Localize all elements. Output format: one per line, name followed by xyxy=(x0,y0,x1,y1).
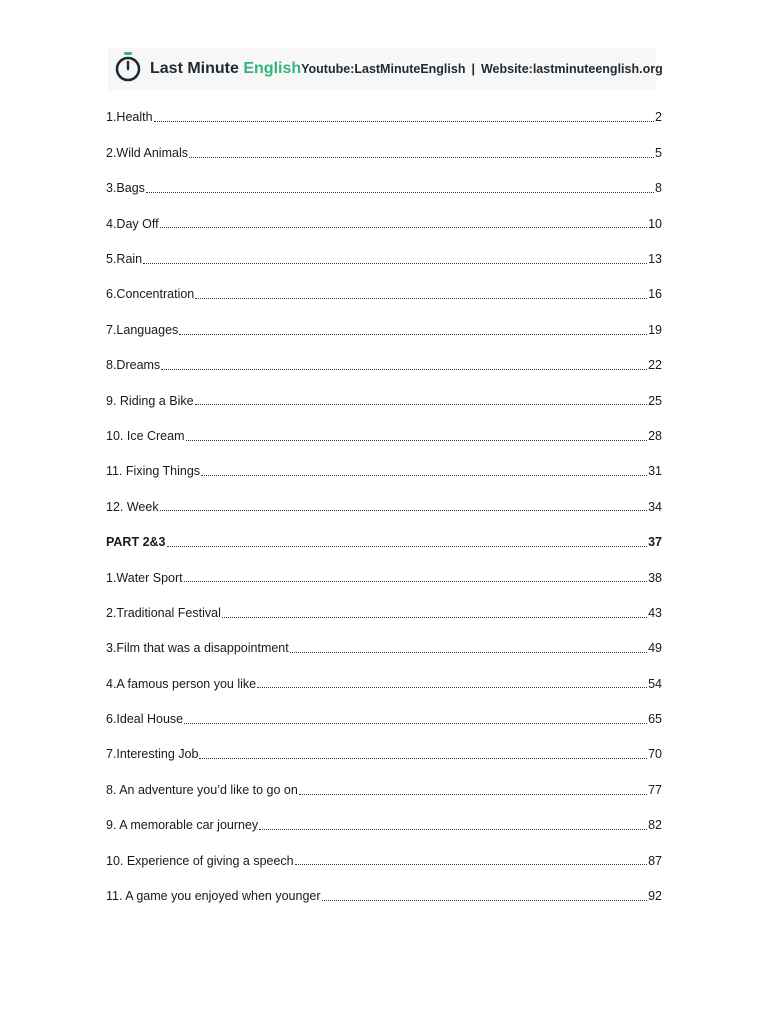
toc-entry-page: 92 xyxy=(648,889,662,904)
dot-leader xyxy=(160,510,648,511)
dot-leader xyxy=(184,723,647,724)
toc-entry-title: 8.Dreams xyxy=(106,358,161,373)
toc-entry-page: 2 xyxy=(655,110,662,125)
toc-entry-title: 2.Wild Animals xyxy=(106,145,188,160)
logo xyxy=(114,51,301,88)
toc-entry-page: 70 xyxy=(648,747,662,762)
toc-entry-title: 9. Riding a Bike xyxy=(106,393,194,408)
dot-leader xyxy=(186,440,648,441)
dot-leader xyxy=(146,192,654,193)
toc-entry[interactable] xyxy=(106,171,662,206)
toc-entry[interactable] xyxy=(106,312,662,347)
toc-entry[interactable] xyxy=(106,135,662,170)
toc-entry-page: 65 xyxy=(648,712,662,727)
toc-entry[interactable] xyxy=(106,808,662,843)
dot-leader xyxy=(259,829,647,830)
toc-entry-title: 10. Experience of giving a speech xyxy=(106,853,294,868)
toc-entry[interactable] xyxy=(106,772,662,807)
toc-entry[interactable] xyxy=(106,489,662,524)
toc-entry-title: 6.Ideal House xyxy=(106,712,184,727)
toc-entry-page: 5 xyxy=(655,145,662,160)
dot-leader xyxy=(257,687,647,688)
toc-entry-title: 11. Fixing Things xyxy=(106,464,201,479)
separator: | xyxy=(471,62,475,76)
toc-entry[interactable] xyxy=(106,277,662,312)
toc-entry-page: 19 xyxy=(648,322,662,337)
toc-entry-page: 22 xyxy=(648,358,662,373)
toc-entry-title: 12. Week xyxy=(106,499,159,514)
toc-entry-title: 2.Traditional Festival xyxy=(106,605,221,620)
toc-entry[interactable] xyxy=(106,737,662,772)
toc-entry-title: 5.Rain xyxy=(106,252,143,266)
toc-entry-page: 77 xyxy=(648,782,662,797)
toc-entry-page: 16 xyxy=(648,287,662,302)
dot-leader xyxy=(189,157,654,158)
toc-entry-title: 3.Bags xyxy=(106,181,145,196)
toc-entry-title: 1.Water Sport xyxy=(106,570,183,585)
toc-entry-title: 4.Day Off xyxy=(106,216,159,231)
toc-entry[interactable] xyxy=(106,666,662,701)
toc-entry-page: 28 xyxy=(648,428,662,443)
toc-entry[interactable] xyxy=(106,631,662,666)
toc-entry-page: 34 xyxy=(648,499,662,514)
brand-name-accent: English xyxy=(243,60,302,77)
toc-entry-page: 10 xyxy=(648,216,662,231)
stopwatch-icon xyxy=(114,51,142,88)
toc-entry-title: 1.Health xyxy=(106,110,153,125)
toc-entry-page: 25 xyxy=(648,393,662,408)
dot-leader xyxy=(161,369,647,370)
toc-entry[interactable] xyxy=(106,702,662,737)
toc-entry[interactable] xyxy=(106,100,662,135)
toc-entry-page: 37 xyxy=(648,535,662,550)
toc-entry[interactable] xyxy=(106,843,662,878)
toc-entry-title: 3.Film that was a disappointment xyxy=(106,641,289,656)
toc-entry[interactable] xyxy=(106,242,662,277)
toc-entry-title: 9. A memorable car journey xyxy=(106,818,259,833)
toc-entry-title: 8. An adventure you’d like to go on xyxy=(106,782,298,797)
dot-leader xyxy=(195,404,648,405)
toc-entry-page: 49 xyxy=(648,641,662,656)
toc-entry-title: 6.Concentration xyxy=(106,287,195,302)
dot-leader xyxy=(290,652,647,653)
dot-leader xyxy=(299,794,647,795)
dot-leader xyxy=(295,864,647,865)
toc-entry-title: 11. A game you enjoyed when younger xyxy=(106,889,321,904)
toc-entry-title: 7.Interesting Job xyxy=(106,747,199,762)
toc-entry-page: 43 xyxy=(648,605,662,620)
toc-entry-title: PART 2&3 xyxy=(106,535,166,550)
toc-entry[interactable] xyxy=(106,419,662,454)
toc-entry[interactable] xyxy=(106,454,662,489)
header-links xyxy=(301,62,663,76)
toc-entry[interactable] xyxy=(106,206,662,241)
toc-entry[interactable] xyxy=(106,560,662,595)
toc-entry-page: 8 xyxy=(655,181,662,196)
toc-entry-title: 4.A famous person you like xyxy=(106,676,257,691)
dot-leader xyxy=(143,263,647,264)
brand-name-first: Last Minute xyxy=(150,60,244,77)
toc-entry[interactable] xyxy=(106,595,662,630)
toc-entry-page: 38 xyxy=(648,570,662,585)
toc-entry-page: 54 xyxy=(648,676,662,691)
youtube-link[interactable]: Youtube:LastMinuteEnglish xyxy=(301,62,466,76)
toc-entry-page: 13 xyxy=(648,252,662,266)
dot-leader xyxy=(179,334,647,335)
dot-leader xyxy=(195,298,647,299)
toc-entry[interactable] xyxy=(106,525,662,560)
toc-entry-title: 7.Languages xyxy=(106,322,179,337)
toc-entry-page: 87 xyxy=(648,853,662,868)
dot-leader xyxy=(184,581,647,582)
dot-leader xyxy=(201,475,647,476)
website-link[interactable]: Website:lastminuteenglish.org xyxy=(480,62,663,76)
toc-entry-title: 10. Ice Cream xyxy=(106,428,185,443)
toc-entry-page: 31 xyxy=(648,464,662,479)
dot-leader xyxy=(199,758,647,759)
toc-entry-page: 82 xyxy=(648,818,662,833)
brand-name xyxy=(150,60,301,78)
dot-leader xyxy=(322,900,648,901)
toc-entry[interactable] xyxy=(106,383,662,418)
page-header xyxy=(108,48,663,90)
dot-leader xyxy=(160,227,648,228)
dot-leader xyxy=(222,617,647,618)
dot-leader xyxy=(167,546,648,547)
table-of-contents xyxy=(106,100,662,914)
toc-entry[interactable] xyxy=(106,348,662,383)
toc-entry[interactable] xyxy=(106,879,662,914)
dot-leader xyxy=(154,121,654,122)
